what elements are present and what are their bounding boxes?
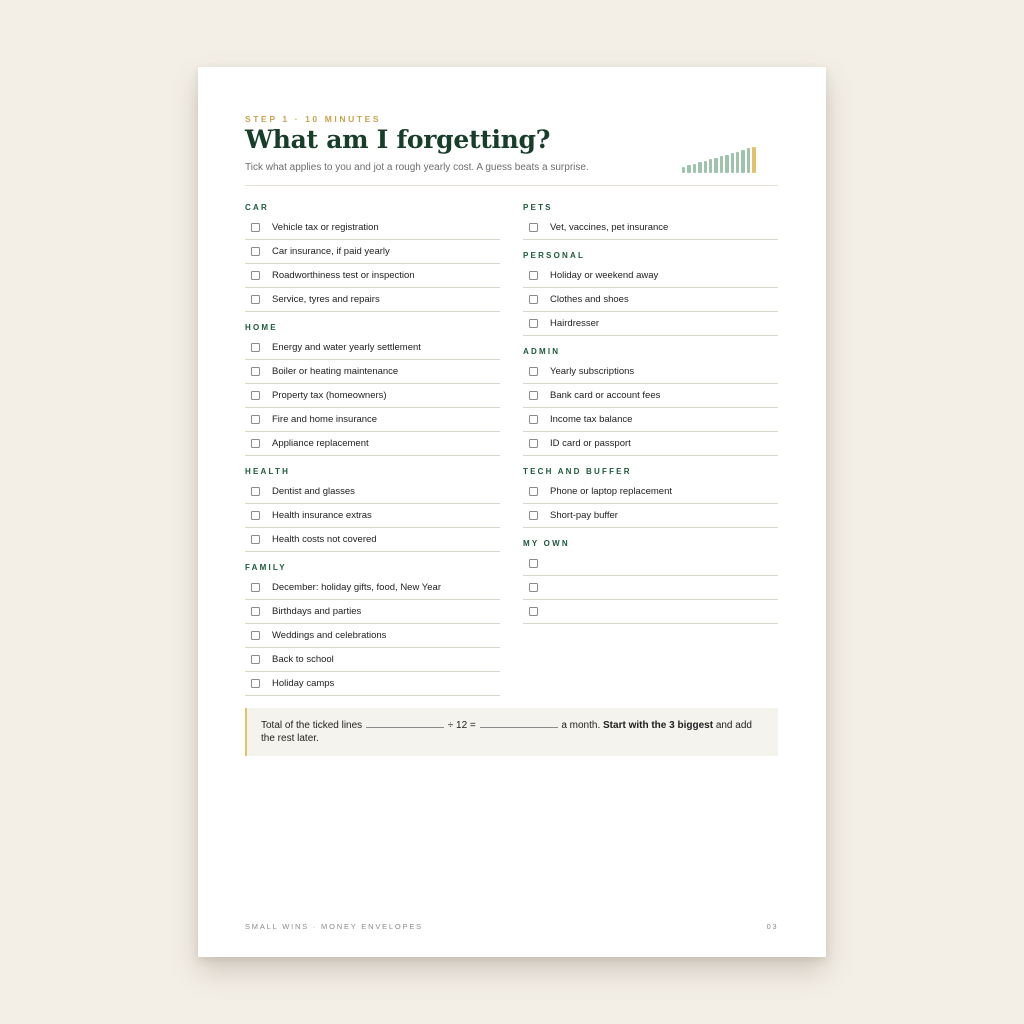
checklist-item-label: Holiday camps: [272, 678, 335, 689]
checklist-item-label: Service, tyres and repairs: [272, 294, 380, 305]
checklist-item[interactable]: [245, 288, 500, 312]
checkbox[interactable]: [251, 535, 260, 544]
checkbox[interactable]: [251, 367, 260, 376]
checklist-item[interactable]: [245, 576, 500, 600]
section-health: [245, 465, 500, 552]
checkbox[interactable]: [251, 391, 260, 400]
checklist-item-label: Health costs not covered: [272, 534, 377, 545]
checklist-item[interactable]: [245, 672, 500, 696]
checklist-item-label: Dentist and glasses: [272, 486, 355, 497]
checkbox[interactable]: [251, 343, 260, 352]
total-yearly-blank[interactable]: [366, 718, 444, 728]
checklist-item-label: Car insurance, if paid yearly: [272, 246, 390, 257]
total-monthly-blank[interactable]: [480, 718, 558, 728]
step-label: STEP 1 · 10 MINUTES: [245, 114, 382, 124]
decor-bar: [709, 159, 712, 173]
checklist-item-label: Hairdresser: [550, 318, 600, 329]
checkbox[interactable]: [251, 439, 260, 448]
checklist-item-label: Short-pay buffer: [550, 510, 618, 521]
section-title: HEALTH: [245, 467, 291, 476]
checklist-item[interactable]: [523, 264, 778, 288]
checkbox[interactable]: [529, 439, 538, 448]
checkbox[interactable]: [529, 415, 538, 424]
worksheet-page: [198, 67, 826, 957]
checklist-item-label: Boiler or heating maintenance: [272, 366, 399, 377]
section-title: TECH AND BUFFER: [523, 467, 632, 476]
checklist-item[interactable]: [245, 264, 500, 288]
decor-bar: [682, 167, 685, 173]
decor-bar: [741, 150, 744, 173]
checklist-item[interactable]: [523, 288, 778, 312]
checklist-item-label: Holiday or weekend away: [550, 270, 659, 281]
checkbox[interactable]: [251, 631, 260, 640]
checkbox[interactable]: [529, 367, 538, 376]
decor-bar: [747, 148, 750, 173]
section-pets: [523, 201, 778, 240]
checkbox[interactable]: [529, 559, 538, 568]
checklist-item[interactable]: [245, 240, 500, 264]
checklist-item-label: Vet, vaccines, pet insurance: [550, 222, 669, 233]
checklist-item-label: Phone or laptop replacement: [550, 486, 672, 497]
section-tech-and-buffer: [523, 465, 778, 528]
checklist-item[interactable]: [245, 336, 500, 360]
footer-brand: SMALL WINS · MONEY ENVELOPES: [245, 922, 423, 931]
checklist-item[interactable]: [523, 600, 778, 624]
section-title: PETS: [523, 203, 553, 212]
checklist-item-label: Income tax balance: [550, 414, 633, 425]
checklist-item[interactable]: [245, 648, 500, 672]
section-admin: [523, 345, 778, 456]
checklist-item-label: Energy and water yearly settlement: [272, 342, 421, 353]
total-prefix: Total of the ticked lines: [261, 720, 363, 731]
checklist-item[interactable]: [523, 384, 778, 408]
checklist-item-label: Birthdays and parties: [272, 606, 362, 617]
section-title: ADMIN: [523, 347, 561, 356]
checklist-item-label: December: holiday gifts, food, New Year: [272, 582, 441, 593]
checklist-item[interactable]: [523, 360, 778, 384]
checkbox[interactable]: [251, 583, 260, 592]
checkbox[interactable]: [529, 223, 538, 232]
section-title: FAMILY: [245, 563, 287, 572]
checklist-item[interactable]: [523, 504, 778, 528]
decor-bar: [687, 165, 690, 173]
checkbox[interactable]: [529, 487, 538, 496]
checkbox[interactable]: [251, 271, 260, 280]
section-my-own: [523, 537, 778, 624]
checkbox[interactable]: [529, 271, 538, 280]
decor-bar: [725, 155, 728, 173]
section-title: MY OWN: [523, 539, 570, 548]
checklist-item-label: Yearly subscriptions: [550, 366, 635, 377]
checkbox[interactable]: [529, 391, 538, 400]
checkbox[interactable]: [251, 295, 260, 304]
checklist-item-label: Clothes and shoes: [550, 294, 629, 305]
footer-page-number: 03: [766, 922, 778, 931]
checkbox[interactable]: [251, 679, 260, 688]
page-title: What am I forgetting?: [245, 125, 551, 154]
section-title: CAR: [245, 203, 269, 212]
section-family: [245, 561, 500, 696]
decor-bar: [720, 156, 723, 173]
decor-bar: [704, 161, 707, 173]
checklist-item[interactable]: [245, 360, 500, 384]
total-month: a month.: [561, 720, 601, 731]
checklist-item[interactable]: [245, 600, 500, 624]
decor-bar: [736, 152, 739, 174]
checklist-item-label: Property tax (homeowners): [272, 390, 387, 401]
section-car: [245, 201, 500, 312]
checklist-item-label: Health insurance extras: [272, 510, 372, 521]
checkbox[interactable]: [251, 247, 260, 256]
left-column: [245, 201, 500, 705]
checklist-item-label: Weddings and celebrations: [272, 630, 387, 641]
header-divider: [245, 185, 778, 186]
total-box: [245, 708, 778, 756]
checklist-item-label: Roadworthiness test or inspection: [272, 270, 415, 281]
checkbox[interactable]: [529, 607, 538, 616]
checklist-item[interactable]: [523, 576, 778, 600]
checklist-item[interactable]: [245, 216, 500, 240]
checkbox[interactable]: [251, 415, 260, 424]
checklist-item[interactable]: [245, 480, 500, 504]
decor-bar: [693, 164, 696, 173]
checklist-item[interactable]: [245, 504, 500, 528]
checklist-item-label: Back to school: [272, 654, 334, 665]
checkbox[interactable]: [529, 319, 538, 328]
checklist-item-label: Appliance replacement: [272, 438, 369, 449]
checklist-item-label: Fire and home insurance: [272, 414, 378, 425]
checklist-item[interactable]: [523, 312, 778, 336]
checklist-item[interactable]: [523, 216, 778, 240]
checkbox[interactable]: [529, 295, 538, 304]
checklist-item-label: Vehicle tax or registration: [272, 222, 379, 233]
checkbox[interactable]: [251, 223, 260, 232]
decor-bar: [714, 158, 717, 173]
right-column: [523, 201, 778, 633]
checkbox[interactable]: [251, 511, 260, 520]
decor-bar: [731, 153, 734, 173]
checklist-item[interactable]: [523, 552, 778, 576]
page-subtitle: Tick what applies to you and jot a rough yearly cost. A guess beats a surprise.: [245, 162, 589, 173]
total-suffix: and add the rest later.: [261, 720, 752, 744]
section-home: [245, 321, 500, 456]
checklist-item-label: Bank card or account fees: [550, 390, 661, 401]
decor-bar: [752, 147, 756, 173]
section-personal: [523, 249, 778, 336]
section-title: PERSONAL: [523, 251, 586, 260]
decor-bar: [698, 162, 701, 173]
checkbox[interactable]: [529, 511, 538, 520]
checklist-item[interactable]: [523, 432, 778, 456]
checklist-item[interactable]: [245, 432, 500, 456]
total-divide: ÷ 12 =: [447, 720, 476, 731]
checklist-item[interactable]: [245, 528, 500, 552]
section-title: HOME: [245, 323, 278, 332]
checklist-item-label: ID card or passport: [550, 438, 631, 449]
checklist-item[interactable]: [523, 480, 778, 504]
total-bold-hint: Start with the 3 biggest: [603, 720, 714, 731]
checkbox[interactable]: [251, 655, 260, 664]
checklist-item[interactable]: [245, 624, 500, 648]
checkbox[interactable]: [529, 583, 538, 592]
bar-graphic-icon: [682, 147, 779, 173]
checkbox[interactable]: [251, 607, 260, 616]
checklist-item[interactable]: [245, 384, 500, 408]
checkbox[interactable]: [251, 487, 260, 496]
checklist-item[interactable]: [245, 408, 500, 432]
checklist-item[interactable]: [523, 408, 778, 432]
